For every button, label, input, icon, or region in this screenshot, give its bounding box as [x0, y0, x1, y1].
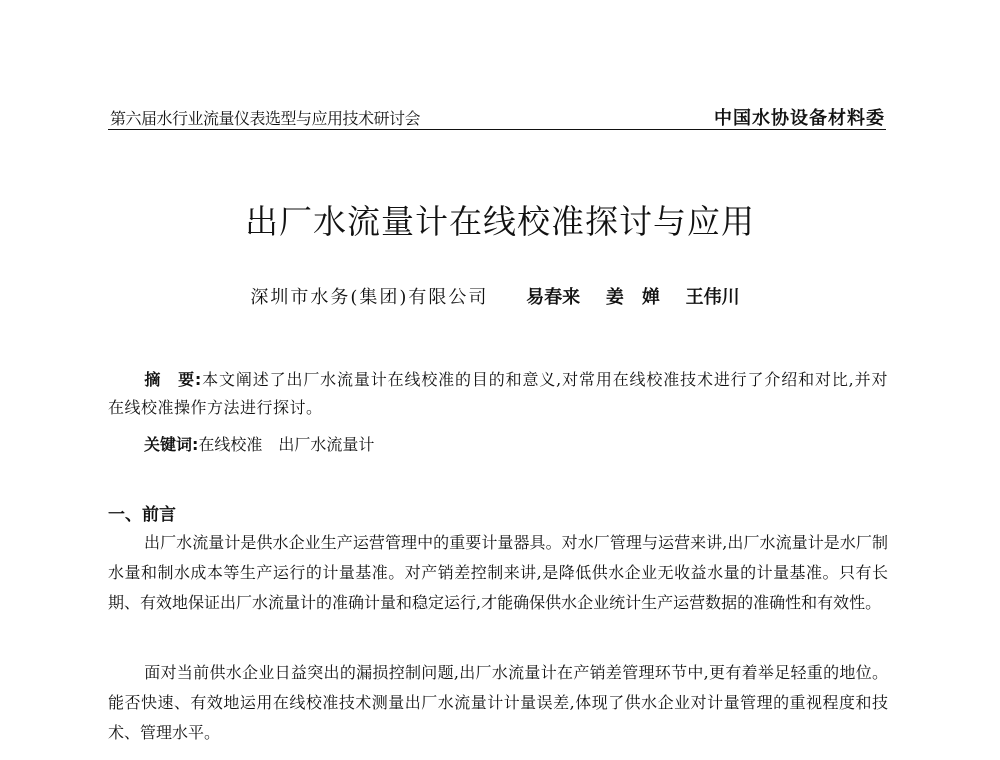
body-paragraph-1 — [108, 528, 888, 618]
header-rule — [108, 129, 886, 130]
keywords — [108, 431, 888, 459]
author-2: 姜 婵 — [605, 287, 660, 308]
conference-header: 第六届水行业流量仪表选型与应用技术研讨会 — [110, 109, 421, 128]
publisher-header: 中国水协设备材料委 — [714, 108, 885, 129]
abstract-text: 本文阐述了出厂水流量计在线校准的目的和意义,对常用在线校准技术进行了介绍和对比,并对在线校准操作方法进行探讨。 — [108, 370, 888, 417]
paper-title: 出厂水流量计在线校准探讨与应用 — [245, 202, 755, 241]
abstract — [108, 366, 888, 422]
keywords-text: 在线校准 出厂水流量计 — [198, 435, 375, 454]
keywords-label: 关键词: — [144, 435, 199, 454]
author-3: 王伟川 — [685, 287, 740, 308]
section-heading: 一、前言 — [108, 505, 176, 525]
body-paragraph-2 — [108, 658, 888, 748]
abstract-label: 摘 要: — [144, 370, 202, 389]
byline — [0, 283, 1000, 309]
organization: 深圳市水务(集团)有限公司 — [250, 287, 489, 308]
paragraph-text: 面对当前供水企业日益突出的漏损控制问题,出厂水流量计在产销差管理环节中,更有着举足轻重的地位。能否快速、有效地运用在线校准技术测量出厂水流量计计量误差,体现了供水企业对计量管理的重视程度和技术、管理水平。 — [108, 663, 888, 742]
paragraph-text: 出厂水流量计是供水企业生产运营管理中的重要计量器具。对水厂管理与运营来讲,出厂水流量计是水厂制水量和制水成本等生产运行的计量基准。对产销差控制来讲,是降低供水企业无收益水量的计量基准。只有长期、有效地保证出厂水流量计的准确计量和稳定运行,才能确保供水企业统计生产运营数据的准确性和有效性。 — [108, 533, 888, 612]
author-1: 易春来 — [526, 287, 581, 308]
